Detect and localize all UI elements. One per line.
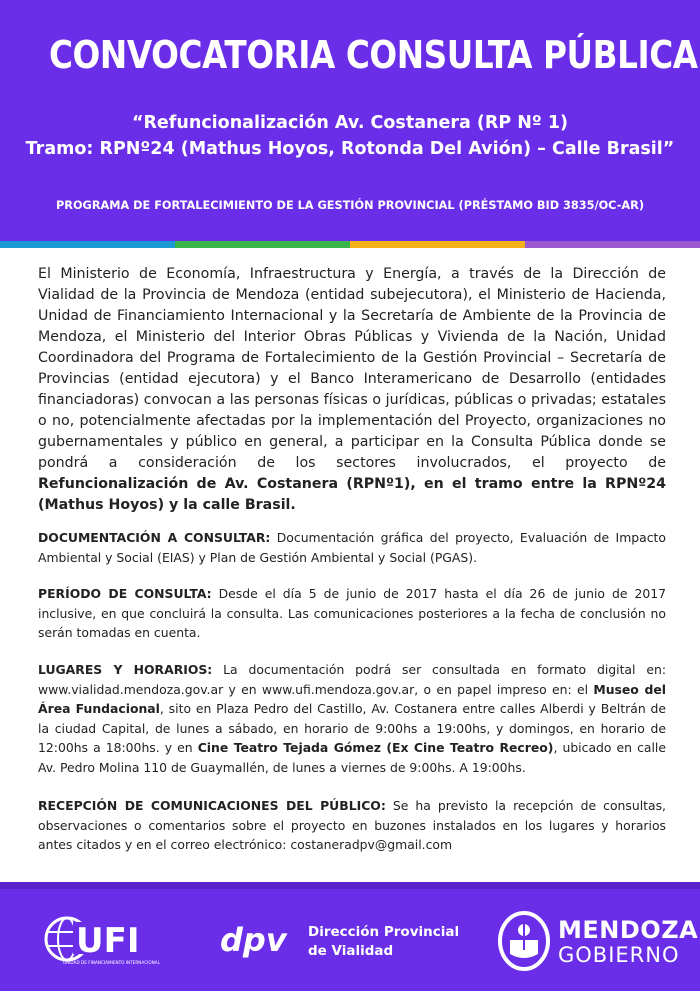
stripe-blue	[0, 241, 175, 248]
dpv-line-2: de Vialidad	[308, 943, 394, 959]
lugares-text-2: , sito en Plaza Pedro del Castillo, Av. Costanera entre calles Alberdi y Beltrán de la ciudad Capital, de lunes a sábado, en horario de 9:00hs a 19:00hs, y domingos, en horario de 12:00hs a 18:00hs. y en	[38, 701, 666, 755]
dpv-mark-icon	[218, 921, 304, 961]
section-lugares	[38, 660, 666, 777]
header-banner	[0, 0, 700, 241]
mendoza-logo	[496, 910, 699, 972]
subtitle-line-2: Tramo: RPNº24 (Mathus Hoyos, Rotonda Del Avión) – Calle Brasil”	[25, 139, 675, 159]
intro-text: El Ministerio de Economía, Infraestructura y Energía, a través de la Dirección de Vialidad de la Provincia de Mendoza (entidad subejecutora), el Ministerio de Hacienda, Unidad de Financiamiento Internacional y la Secretaría de Ambiente de la Provincia de Mendoza, el Ministerio del Interior Obras Públicas y Vivienda de la Nación, Unidad Coordinadora del Programa de Fortalecimiento de la Gestión Provincial – Secretaría de Provincias (entidad ejecutora) y el Banco Interamericano de Desarrollo (entidades financiadoras) convocan a las personas físicas o jurídicas, públicas o privadas; estatales o no, potencialmente afectadas por la implementación del Proyecto, organizaciones no gubernamentales y público en general, a participar en la Consulta Pública donde se pondrá a consideración de los sectores involucrados, el proyecto de	[38, 266, 666, 471]
subtitle-line-1: “Refuncionalización Av. Costanera (RP Nº 1)	[131, 113, 569, 133]
project-subtitle	[0, 110, 700, 162]
recepcion-label: RECEPCIÓN DE COMUNICACIONES DEL PÚBLICO:	[38, 798, 386, 813]
mendoza-shield-icon	[496, 910, 552, 972]
periodo-text: Desde el día 5 de junio de 2017 hasta el día 26 de junio de 2017 inclusive, en que concluirá la consulta. Las comunicaciones posteriores a la fecha de conclusión no serán tomadas en cuenta.	[38, 586, 666, 640]
dpv-line-1: Dirección Provincial	[308, 924, 460, 940]
stripe-yellow	[350, 241, 525, 248]
footer-top-bar	[0, 882, 700, 889]
documentacion-text: Documentación gráfica del proyecto, Evaluación de Impacto Ambiental y Social (EIAS) y Plan de Gestión Ambiental y Social (PGAS).	[38, 530, 666, 565]
section-recepcion	[38, 796, 666, 855]
lugares-museo: Museo del Área Fundacional	[38, 681, 667, 716]
dpv-name	[308, 923, 459, 961]
documentacion-label: DOCUMENTACIÓN A CONSULTAR:	[38, 530, 271, 545]
dpv-logo	[218, 921, 460, 961]
color-stripe	[0, 241, 700, 248]
section-documentacion	[38, 528, 666, 567]
lugares-text-3: , ubicado en calle Av. Pedro Molina 110 de Guaymallén, de lunes a viernes de 9:00hs. A 19:00hs.	[38, 740, 666, 775]
ufi-globe-icon	[43, 915, 161, 967]
ufi-logo-sub: UNIDAD DE FINANCIAMIENTO INTERNACIONAL	[63, 960, 161, 965]
lugares-cine: Cine Teatro Tejada Gómez (Ex Cine Teatro Recreo)	[197, 740, 554, 755]
page-title: CONVOCATORIA CONSULTA PÚBLICA	[49, 33, 698, 77]
periodo-label: PERÍODO DE CONSULTA:	[38, 586, 212, 601]
mendoza-text	[558, 918, 698, 968]
intro-project-name: Refuncionalización de Av. Costanera (RPNº1), en el tramo entre la RPNº24 (Mathus Hoyos) y la calle Brasil.	[38, 476, 666, 513]
stripe-violet	[525, 241, 700, 248]
lugares-text-1: La documentación podrá ser consultada en formato digital en: www.vialidad.mendoza.gov.ar y en www.ufi.mendoza.gov.ar, o en papel impreso en: el	[38, 662, 666, 697]
stripe-green	[175, 241, 350, 248]
mendoza-line-2: GOBIERNO	[558, 943, 680, 967]
dpv-mark-text: dpv	[220, 921, 287, 959]
program-name: PROGRAMA DE FORTALECIMIENTO DE LA GESTIÓN PROVINCIAL (PRÉSTAMO BID 3835/OC-AR)	[55, 199, 645, 212]
recepcion-text: Se ha previsto la recepción de consultas, observaciones o comentarios sobre el proyecto en buzones instalados en los lugares y horarios antes citados y en el correo electrónico: costaneradpv@gmail.com	[38, 798, 666, 852]
ufi-logo	[43, 915, 161, 967]
ufi-logo-text: UFI	[76, 921, 140, 961]
lugares-label: LUGARES Y HORARIOS:	[38, 662, 213, 677]
mendoza-line-1: MENDOZA	[558, 916, 699, 944]
section-periodo	[38, 584, 666, 643]
intro-paragraph	[38, 264, 666, 516]
